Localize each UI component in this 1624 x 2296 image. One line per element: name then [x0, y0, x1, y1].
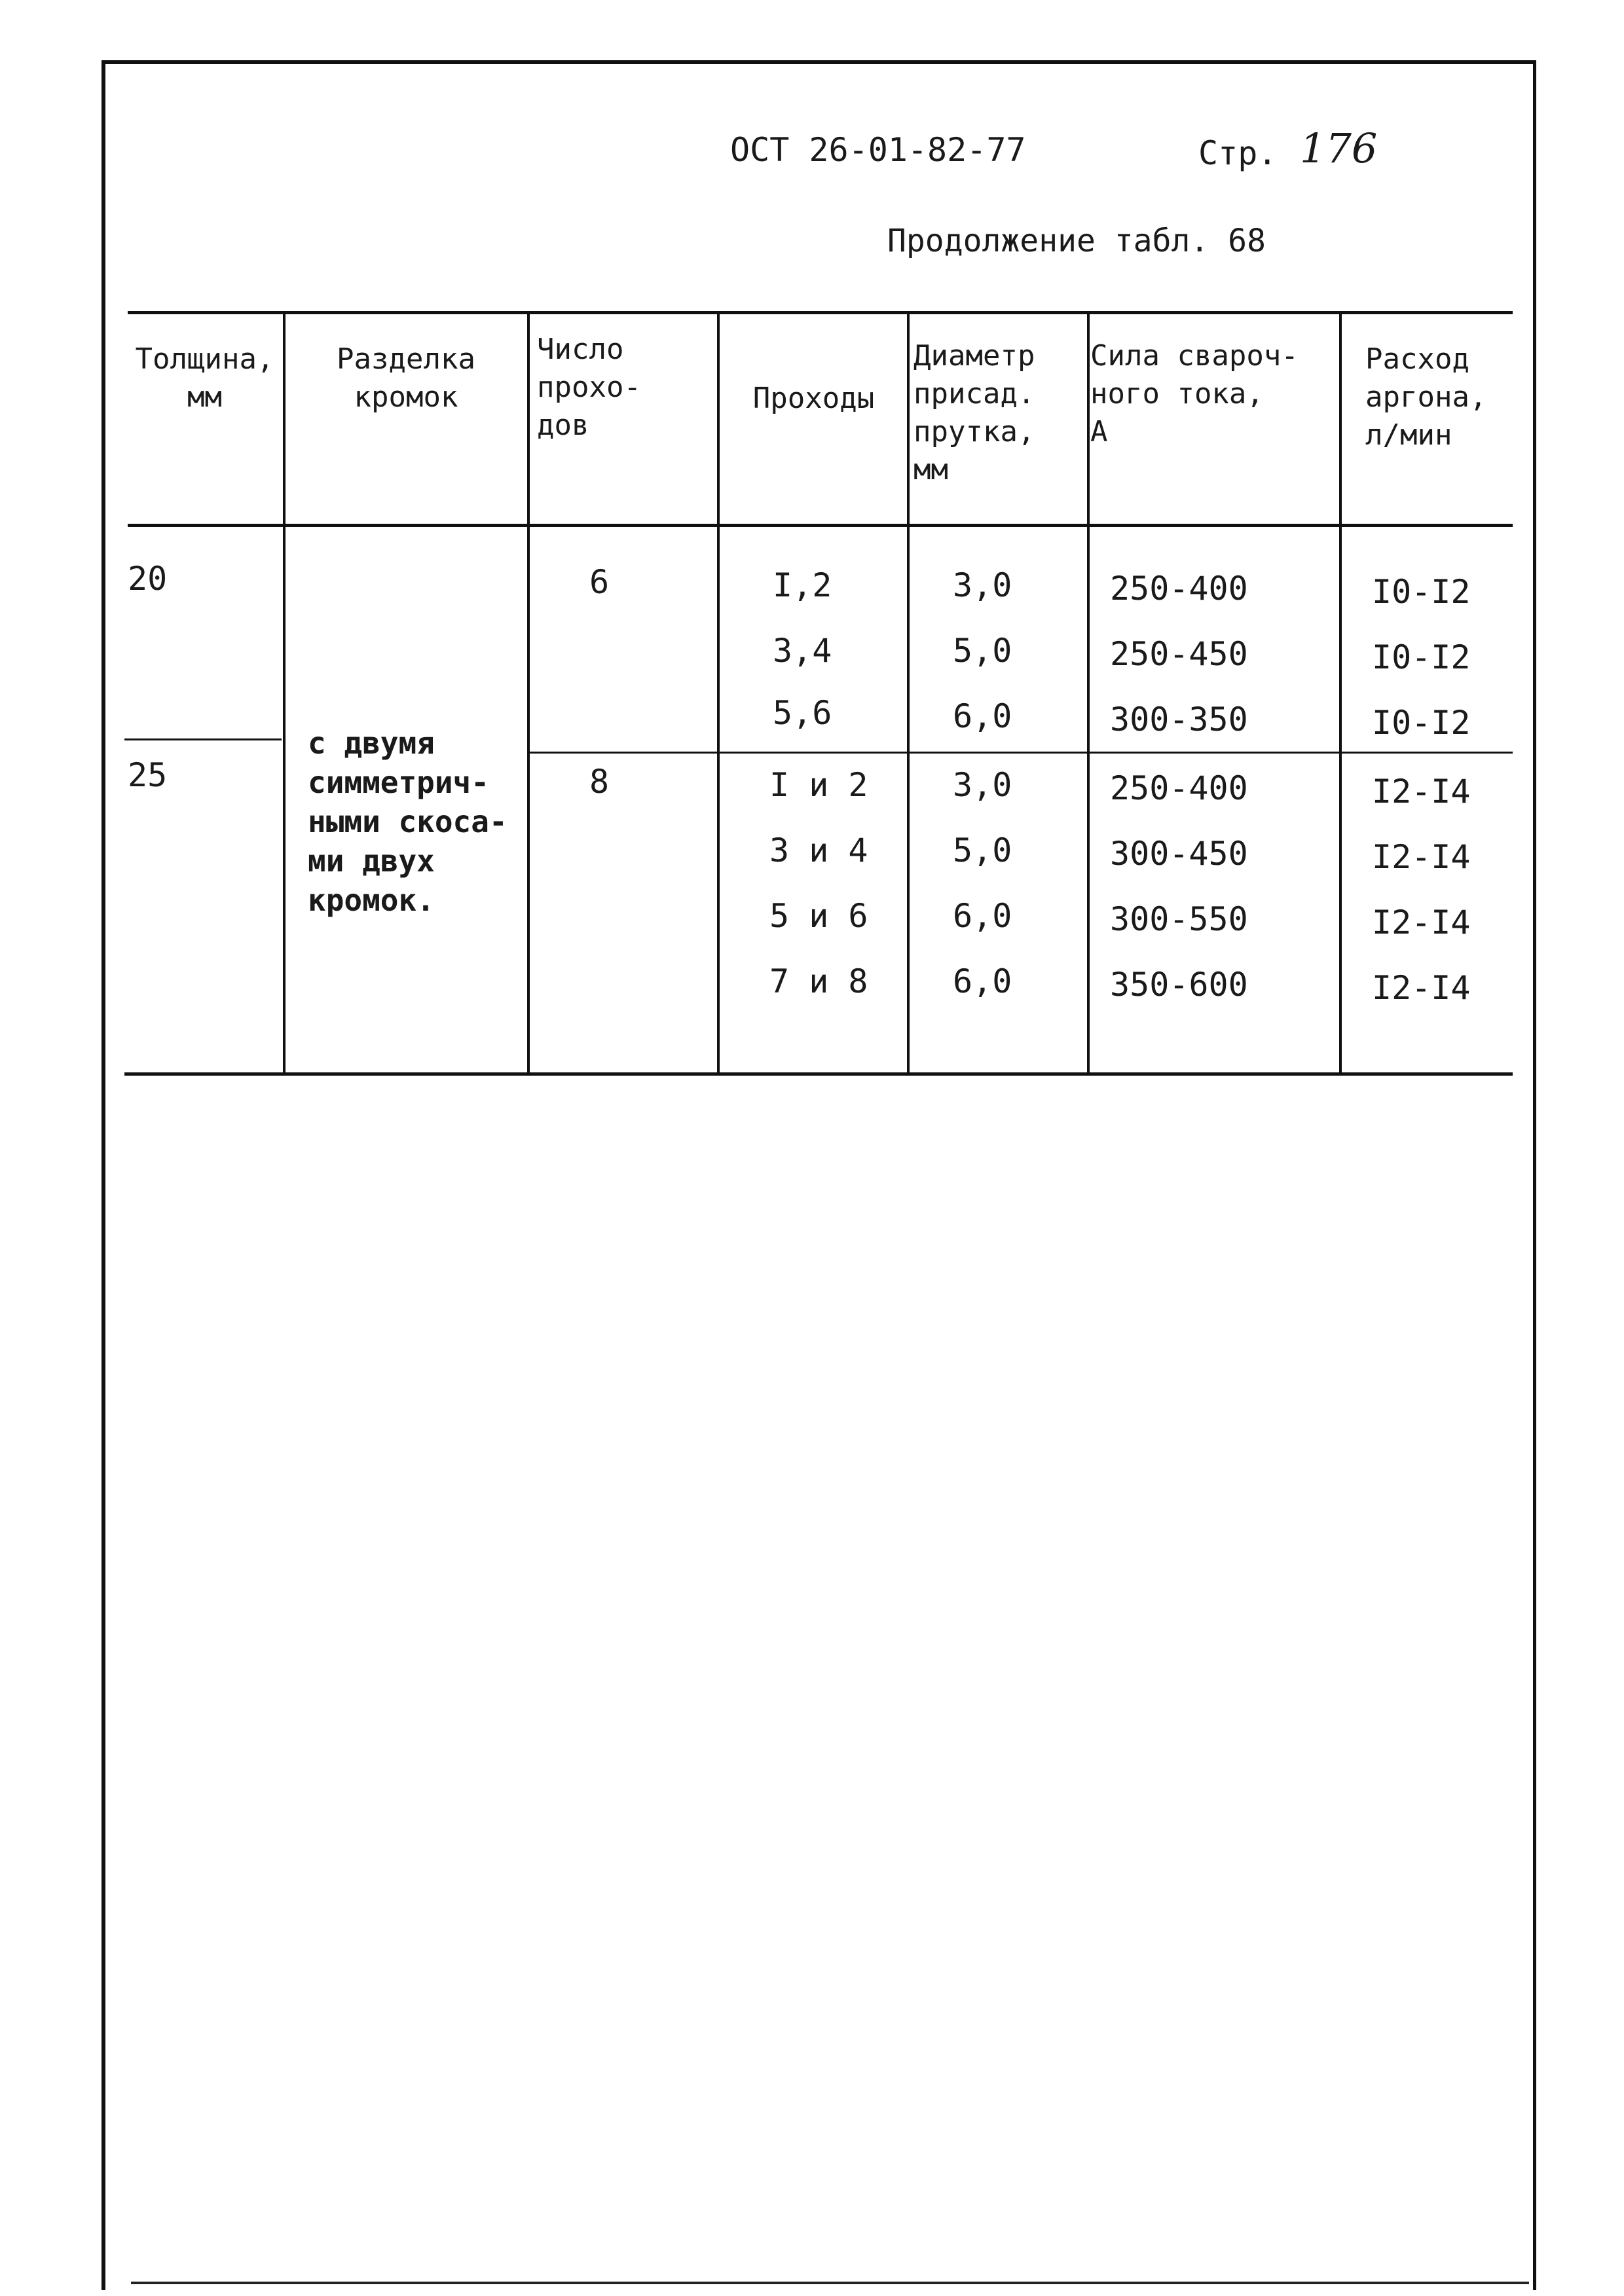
current-value: 250-400 [1110, 769, 1248, 807]
argon-value: I2-I4 [1372, 838, 1471, 876]
argon-value: I0-I2 [1372, 573, 1471, 611]
passes-count-value: 6 [589, 563, 610, 601]
passes-value: I и 2 [769, 766, 868, 804]
col-header-passes: Проходы [752, 382, 875, 415]
passes-value: 5,6 [773, 694, 832, 732]
col-header-passes-count: Число прохо- дов [537, 333, 641, 442]
current-value: 300-450 [1110, 835, 1248, 873]
diameter-value: 6,0 [953, 897, 1012, 935]
diameter-value: 5,0 [953, 632, 1012, 670]
table-bottom-rule [124, 1072, 1513, 1076]
col-header-thickness: Толщина, мм [135, 342, 274, 414]
col-header-edge-prep: Разделка кромок [337, 342, 475, 414]
col-header-argon-flow: Расход аргона, л/мин [1365, 342, 1487, 452]
edge-preparation-text: с двумя симметрич- ными скоса- ми двух кромок. [308, 725, 507, 918]
document-code: ОСТ 26-01-82-77 [730, 131, 1026, 169]
passes-count-value: 8 [589, 763, 610, 801]
current-value: 250-450 [1110, 635, 1248, 673]
passes-value: 7 и 8 [769, 962, 868, 1000]
argon-value: I2-I4 [1372, 773, 1471, 811]
col-header-filler-diameter: Диаметр присад. прутка, мм [913, 339, 1035, 486]
current-value: 250-400 [1110, 570, 1248, 608]
col-header-welding-current: Сила свароч- ного тока, А [1090, 339, 1299, 448]
argon-value: I0-I2 [1372, 638, 1471, 676]
page-number: 176 [1300, 124, 1378, 172]
diameter-value: 3,0 [953, 766, 1012, 804]
diameter-value: 6,0 [953, 697, 1012, 735]
current-value: 300-550 [1110, 900, 1248, 938]
table-top-rule [128, 311, 1513, 314]
passes-value: 3 и 4 [769, 831, 868, 869]
thickness-value: 25 [128, 756, 168, 794]
column-divider [717, 313, 720, 1074]
page-label: Стр. [1198, 134, 1278, 172]
column-divider [1087, 313, 1090, 1074]
diameter-value: 6,0 [953, 962, 1012, 1000]
diameter-value: 3,0 [953, 566, 1012, 604]
passes-value: I,2 [773, 566, 832, 604]
table-continuation-caption: Продолжение табл. 68 [887, 223, 1266, 259]
group-divider-right [527, 752, 1513, 754]
passes-value: 5 и 6 [769, 897, 868, 935]
thickness-value: 20 [128, 560, 168, 598]
argon-value: I2-I4 [1372, 969, 1471, 1007]
header-bottom-rule [128, 524, 1513, 527]
column-divider [283, 313, 286, 1074]
current-value: 350-600 [1110, 966, 1248, 1004]
column-divider [1339, 313, 1342, 1074]
diameter-value: 5,0 [953, 831, 1012, 869]
page-bottom-border [131, 2282, 1529, 2284]
argon-value: I0-I2 [1372, 704, 1471, 742]
column-divider [527, 313, 530, 1074]
group-divider-left [124, 738, 282, 740]
passes-value: 3,4 [773, 632, 832, 670]
argon-value: I2-I4 [1372, 903, 1471, 941]
column-divider [907, 313, 910, 1074]
current-value: 300-350 [1110, 701, 1248, 738]
